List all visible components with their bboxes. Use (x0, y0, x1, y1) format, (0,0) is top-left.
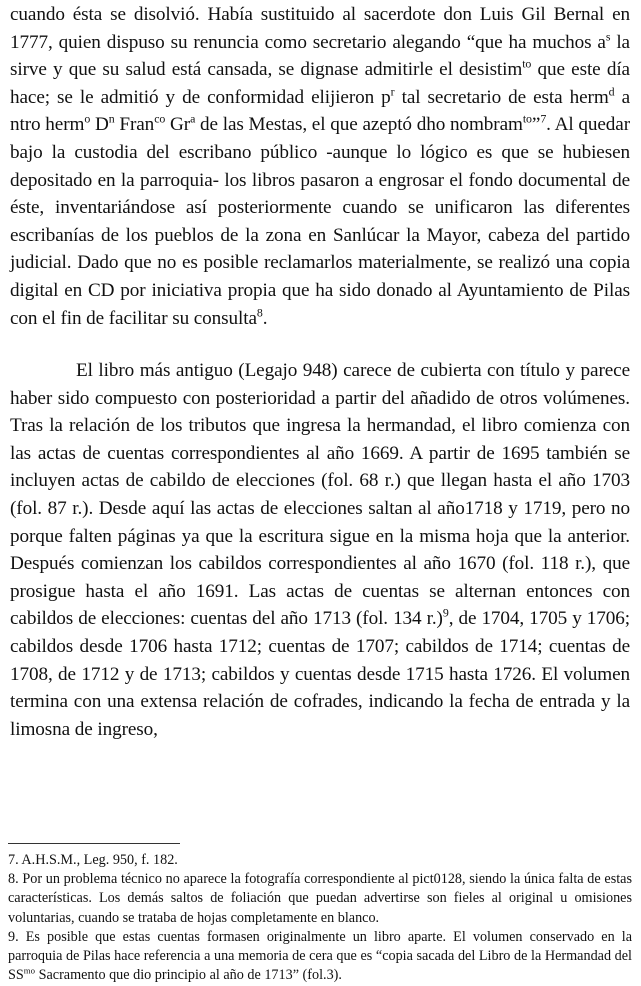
superscript: 7 (540, 111, 547, 126)
superscript: to (522, 56, 532, 71)
text-run: , de 1704, 1705 y 1706; cabildos desde 1706 hasta 1712; cuentas de 1707; cabildos de 1714; cuentas de 1708, de 1712 y de 1713; cabildos y cuentas desde 1715 hasta 1726. El volumen termina con una extensa relación de cofrades, indicando la fecha de entrada y la limosna de ingreso, (10, 608, 630, 740)
superscript: 8 (256, 305, 263, 320)
text-run: Fran (114, 114, 155, 136)
text-run: Sacramento que dio principio al año de 1713” (fol.3). (35, 967, 342, 984)
text-run: 7. A.H.S.M., Leg. 950, f. 182. (8, 852, 178, 868)
text-run: que este día hace; se le admitió y de conformidad elijieron p (10, 59, 630, 108)
body-paragraph-1 (10, 1, 630, 332)
body-paragraph-2 (10, 357, 630, 743)
superscript: a (190, 111, 196, 126)
footnote-9 (8, 928, 632, 986)
text-run: . (262, 307, 268, 329)
superscript: co (154, 111, 166, 126)
text-run: 8. Por un problema técnico no aparece la fotografía correspondiente al pict0128, siendo la única falta de estas características. Los demás saltos de foliación que puedan advertirse son fieles al original u omisiones voluntarias, cuando se trataba de hojas completamente en blanco. (8, 871, 632, 926)
footnotes (8, 851, 632, 985)
superscript: to (522, 111, 532, 126)
superscript: o (84, 111, 91, 126)
text-run: El libro más antiguo (Legajo 948) carece de cubierta con título y parece haber sido compuesto con posterioridad a partir del añadido de otros volúmenes. Tras la relación de los tributos que ingresa la hermandad, el libro comienza con las actas de cuentas correspondientes al año 1669. A partir de 1695 también se incluyen actas de cabildo de elecciones (fol. 68 r.) que llegan hasta el año 1703 (fol. 87 r.). Desde aquí las actas de elecciones saltan al año1718 y 1719, pero no porque falten páginas ya que la escritura sigue en la misma hoja que la anterior. Después comienzan los cabildos correspondientes al año 1670 (fol. 118 r.), que prosigue hasta el año 1691. Las actas de cuentas se alternan entonces con cabildos de elecciones: cuentas del año 1713 (fol. 134 r.) (10, 360, 630, 630)
footnote-7 (8, 851, 632, 870)
superscript: s (605, 29, 611, 44)
superscript: n (108, 111, 115, 126)
text-run: . Al quedar bajo la custodia del escribano público -aunque lo lógico es que se hubiesen depositado en la parroquia- los libros pasaron a engrosar el fondo documental de éste, inventariándose así posteriormente cuando se unificaron las diferentes escribanías de los pueblos de la zona en Sanlúcar la Mayor, cabeza del partido judicial. Dado que no es posible reclamarlos materialmente, se realizó una copia digital en CD por iniciativa propia que ha sido donado al Ayuntamiento de Pilas con el fin de facilitar su consulta (10, 114, 630, 329)
text-run: a ntro herm (10, 86, 630, 136)
text-run: D (90, 114, 109, 136)
superscript: r (390, 84, 395, 99)
superscript: d (608, 84, 615, 99)
text-run: 9. Es posible que estas cuentas formasen originalmente un libro aparte. El volumen conservado en la parroquia de Pilas hace referencia a una memoria de cera que es “copia sacada del Libro de la Hermandad del SS (8, 928, 632, 984)
text-run: de las Mestas, el que azeptó dho nombram (195, 114, 523, 136)
footnote-separator (8, 843, 180, 844)
text-run: tal secretario de esta herm (394, 86, 609, 108)
superscript: mo (23, 965, 36, 976)
text-run: Gr (165, 114, 191, 136)
text-run: la sirve y que su salud está cansada, se dignase admitirle el desistim (10, 31, 630, 81)
text-run: cuando ésta se disolvió. Había sustituido al sacerdote don Luis Gil Bernal en 1777, quien dispuso su renuncia como secretario alegando “que ha muchos a (10, 4, 630, 53)
superscript: 9 (442, 605, 449, 620)
footnote-8 (8, 870, 632, 928)
text-run: ” (531, 114, 541, 136)
